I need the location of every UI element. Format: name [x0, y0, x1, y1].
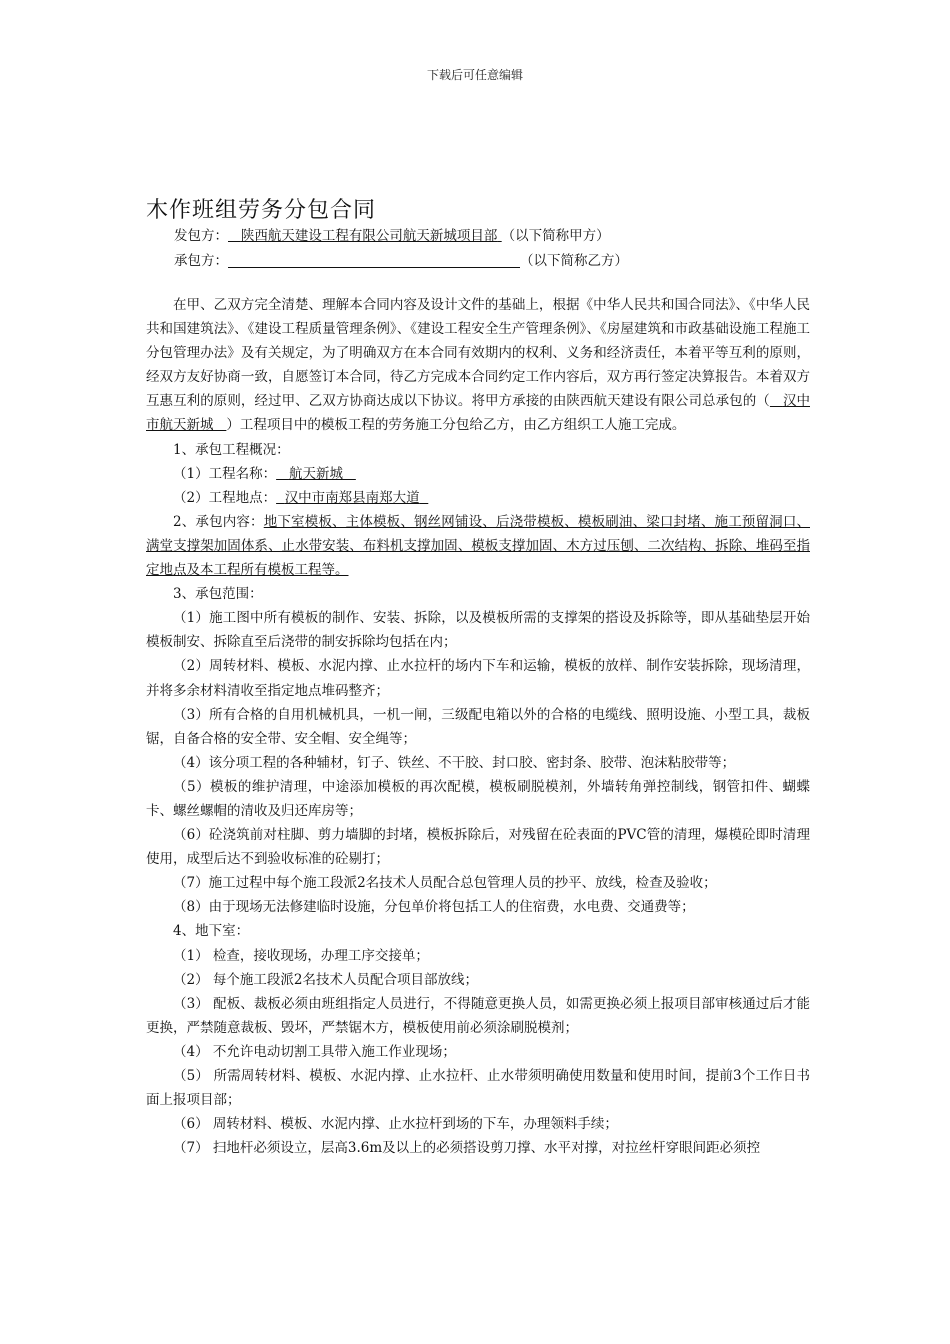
section4-item: （1） 检查，接收现场，办理工序交接单； [173, 947, 429, 964]
issuer-suffix: （以下简称甲方） [501, 228, 610, 244]
intro-paragraph: 在甲、乙双方完全清楚、理解本合同内容及设计文件的基础上，根据《中华人民共和国合同法》、《中华人民共和国建筑法》、《建设工程质量管理条例》、《建设工程安全生产管理条例》、《房屋建筑和市政基础设施工程施工分包管理办法》及有关规定，为了明确双方在本合同有效期内的权利、义务和经济责任，本着平等互利的原则，经双方友好协商一致，自愿签订本合同，待乙方完成本合同约定工作内容后，双方再行签定决算报告。本着双方互惠互利的原则，经过甲、乙双方协商达成以下协议。将甲方承接的由陕西航天建设有限公司总承包的（ 汉中市航天新城 ）工程项目中的模板工程的劳务施工分包给乙方，由乙方组织工人施工完成。 [146, 297, 810, 434]
contractor-name-blank [228, 252, 520, 268]
issuer-label: 发包方： [174, 228, 228, 244]
issuer-line [174, 224, 610, 244]
section4-item: （7） 扫地杆必须设立，层高3.6m及以上的必须搭设剪刀撑、水平对撑，对拉丝杆穿眼间距必须控 [173, 1140, 761, 1157]
contractor-label: 承包方： [174, 253, 228, 269]
section3-item: （2）周转材料、模板、水泥内撑、止水拉杆的场内下车和运输，模板的放样、制作安装拆除，现场清理，并将多余材料清收至指定地点堆码整齐； [146, 658, 810, 699]
contract-body [146, 293, 810, 1160]
project-location: 汉中市南郑县南郑大道 [284, 489, 420, 506]
project-name-line: （1）工程名称： 航天新城 [146, 462, 810, 486]
section1-heading: 1、承包工程概况： [173, 441, 290, 458]
section4-item: （4） 不允许电动切割工具带入施工作业现场； [173, 1043, 456, 1060]
section3-item: （7）施工过程中每个施工段派2名技术人员配合总包管理人员的抄平、放线，检查及验收； [173, 875, 717, 892]
project-name: 航天新城 [288, 465, 343, 482]
project-location-line: （2）工程地点： 汉中市南郑县南郑大道 [146, 486, 810, 510]
scope-content: 地下室模板、主体模板、钢丝网铺设、后浇带模板、模板刷油、梁口封堵、施工预留洞口、满堂支撑架加固体系、止水带安装、布料机支撑加固、模板支撑加固、木方过压刨、二次结构、拆除、堆码至指定地点及本工程所有模板工程等。 [146, 513, 810, 579]
section3-item: （4）该分项工程的各种辅材，钉子、铁丝、不干胶、封口胶、密封条、胶带、泡沫粘胶带等； [173, 754, 736, 771]
section3-item: （3）所有合格的自用机械机具，一机一闸，三级配电箱以外的合格的电缆线、照明设施、小型工具，裁板锯，自备合格的安全带、安全帽、安全绳等； [146, 706, 810, 747]
section4-item: （2） 每个施工段派2名技术人员配合项目部放线； [173, 971, 478, 988]
section3-item: （8）由于现场无法修建临时设施，分包单价将包括工人的住宿费，水电费、交通费等； [173, 899, 695, 916]
issuer-name: 陕西航天建设工程有限公司航天新城项目部 [240, 228, 498, 244]
section3-item: （5）模板的维护清理，中途添加模板的再次配模，模板刷脱模剂，外墙转角弹控制线，钢管扣件、蝴蝶卡、螺丝螺帽的清收及归还库房等； [146, 778, 810, 819]
contractor-line [174, 249, 628, 269]
section4-item: （5） 所需周转材料、模板、水泥内撑、止水拉杆、止水带须明确使用数量和使用时间，提前3个工作日书面上报项目部； [146, 1068, 810, 1109]
section4-item: （3） 配板、裁板必须由班组指定人员进行，不得随意更换人员，如需更换必须上报项目部审核通过后才能更换，严禁随意裁板、毁坏，严禁锯木方，模板使用前必须涂刷脱模剂； [146, 995, 810, 1036]
section3-heading: 3、承包范围： [173, 586, 263, 603]
document-title: 木作班组劳务分包合同 [146, 198, 377, 223]
section4-heading: 4、地下室： [173, 923, 250, 940]
contractor-suffix: （以下简称乙方） [520, 253, 628, 269]
section3-item: （6）砼浇筑前对柱脚、剪力墙脚的封堵，模板拆除后，对残留在砼表面的PVC管的清理，爆模砼即时清理使用，成型后达不到验收标准的砼剔打； [146, 827, 810, 868]
section4-item: （6） 周转材料、模板、水泥内撑、止水拉杆到场的下车，办理领料手续； [173, 1116, 618, 1133]
section2-paragraph: 2、承包内容：地下室模板、主体模板、钢丝网铺设、后浇带模板、模板刷油、梁口封堵、施工预留洞口、满堂支撑架加固体系、止水带安装、布料机支撑加固、模板支撑加固、木方过压刨、二次结构、拆除、堆码至指定地点及本工程所有模板工程等。 [146, 513, 810, 579]
project-area: 汉中市航天新城 [146, 393, 810, 434]
section3-item: （1）施工图中所有模板的制作、安装、拆除，以及模板所需的支撑架的搭设及拆除等，即从基础垫层开始模板制安、拆除直至后浇带的制安拆除均包括在内； [146, 610, 810, 651]
header-note: 下载后可任意编辑 [426, 68, 523, 82]
